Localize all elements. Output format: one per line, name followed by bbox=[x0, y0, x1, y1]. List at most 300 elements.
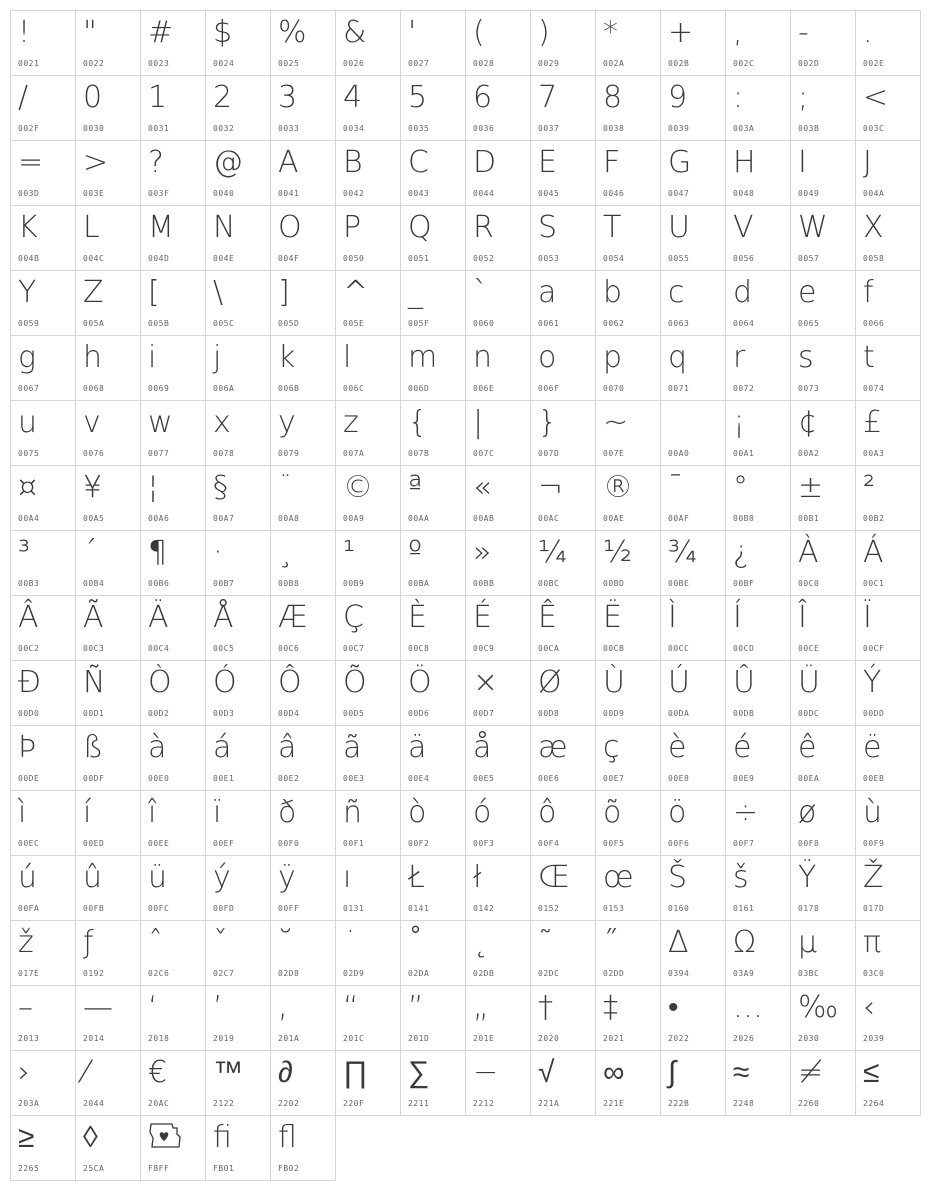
glyph-char: a bbox=[538, 275, 557, 310]
glyph-char: Å bbox=[213, 600, 234, 635]
glyph-char: o bbox=[538, 340, 557, 375]
glyph-cell bbox=[11, 791, 76, 856]
glyph-char: õ bbox=[603, 795, 622, 830]
glyph-code: 00D4 bbox=[278, 709, 300, 718]
glyph-code: 00EE bbox=[148, 839, 170, 848]
glyph-code: 00F6 bbox=[668, 839, 690, 848]
glyph-char: | bbox=[473, 405, 484, 440]
glyph-cell bbox=[141, 596, 206, 661]
glyph-code: 0063 bbox=[668, 319, 690, 328]
glyph-cell bbox=[791, 76, 856, 141]
glyph-cell bbox=[466, 531, 531, 596]
glyph-code: 00BB bbox=[473, 579, 495, 588]
glyph-code: 00DF bbox=[83, 774, 105, 783]
glyph-code: 00CA bbox=[538, 644, 560, 653]
glyph-code: 00B3 bbox=[18, 579, 40, 588]
glyph-code: 0074 bbox=[863, 384, 885, 393]
glyph-code: 0026 bbox=[343, 59, 365, 68]
glyph-cell bbox=[206, 921, 271, 986]
glyph-char: ø bbox=[798, 795, 817, 830]
glyph-cell bbox=[141, 76, 206, 141]
glyph-char: ï bbox=[213, 795, 222, 830]
glyph-char: ‘ bbox=[148, 990, 158, 1025]
glyph-char: 3 bbox=[278, 80, 298, 115]
glyph-char: ¢ bbox=[798, 405, 818, 440]
glyph-char: ¸ bbox=[278, 535, 293, 570]
glyph-cell bbox=[531, 1051, 596, 1116]
glyph-code: 0066 bbox=[863, 319, 885, 328]
glyph-cell bbox=[76, 661, 141, 726]
glyph-char: ú bbox=[18, 860, 38, 895]
glyph-char: ² bbox=[863, 470, 876, 505]
glyph-char: l bbox=[343, 340, 352, 375]
glyph-code: 002B bbox=[668, 59, 690, 68]
glyph-char: Õ bbox=[343, 665, 367, 700]
glyph-cell bbox=[76, 271, 141, 336]
glyph-char: " bbox=[83, 15, 97, 50]
glyph-code: 0076 bbox=[83, 449, 105, 458]
glyph-char: Ý bbox=[863, 665, 882, 700]
glyph-char: ∂ bbox=[278, 1055, 293, 1090]
glyph-cell bbox=[726, 466, 791, 531]
glyph-code: 0037 bbox=[538, 124, 560, 133]
glyph-char: 1 bbox=[148, 80, 168, 115]
glyph-cell bbox=[76, 531, 141, 596]
glyph-code: 00EC bbox=[18, 839, 40, 848]
glyph-code: 2265 bbox=[18, 1164, 40, 1173]
glyph-cell bbox=[596, 921, 661, 986]
glyph-code: 00DE bbox=[18, 774, 40, 783]
glyph-cell bbox=[76, 401, 141, 466]
glyph-cell bbox=[141, 206, 206, 271]
glyph-cell bbox=[401, 986, 466, 1051]
glyph-cell bbox=[726, 986, 791, 1051]
glyph-code: 00E9 bbox=[733, 774, 755, 783]
glyph-char: i bbox=[148, 340, 157, 375]
glyph-char: Ï bbox=[863, 600, 872, 635]
glyph-code: 00CE bbox=[798, 644, 820, 653]
glyph-char: » bbox=[473, 535, 492, 570]
glyph-char: - bbox=[798, 15, 809, 50]
glyph-cell bbox=[336, 921, 401, 986]
glyph-code: 00E6 bbox=[538, 774, 560, 783]
glyph-code: 0069 bbox=[148, 384, 170, 393]
glyph-code: 003E bbox=[83, 189, 105, 198]
glyph-char: C bbox=[408, 145, 429, 180]
glyph-code: 02DC bbox=[538, 969, 560, 978]
glyph-cell bbox=[856, 11, 921, 76]
glyph-cell bbox=[791, 856, 856, 921]
glyph-cell bbox=[791, 141, 856, 206]
glyph-char: ≠ bbox=[798, 1055, 824, 1090]
glyph-code: 006E bbox=[473, 384, 495, 393]
glyph-char: Ü bbox=[798, 665, 820, 700]
glyph-cell bbox=[271, 791, 336, 856]
glyph-char: r bbox=[733, 340, 746, 375]
glyph-code: 0062 bbox=[603, 319, 625, 328]
glyph-char: ò bbox=[408, 795, 427, 830]
glyph-code: 0021 bbox=[18, 59, 40, 68]
glyph-char: n bbox=[473, 340, 493, 375]
glyph-char: â bbox=[278, 730, 297, 765]
glyph-code: 003C bbox=[863, 124, 885, 133]
glyph-code: 0027 bbox=[408, 59, 430, 68]
glyph-char: 6 bbox=[473, 80, 493, 115]
glyph-code: 0040 bbox=[213, 189, 235, 198]
glyph-cell bbox=[206, 466, 271, 531]
glyph-code: 00D1 bbox=[83, 709, 105, 718]
glyph-code: 00F5 bbox=[603, 839, 625, 848]
glyph-code: 00D7 bbox=[473, 709, 495, 718]
glyph-code: 0071 bbox=[668, 384, 690, 393]
glyph-char: ˝ bbox=[603, 925, 618, 960]
glyph-code: 2248 bbox=[733, 1099, 755, 1108]
glyph-char: Þ bbox=[18, 730, 37, 765]
glyph-code: 007B bbox=[408, 449, 430, 458]
glyph-cell bbox=[856, 921, 921, 986]
glyph-cell bbox=[206, 856, 271, 921]
glyph-cell bbox=[206, 336, 271, 401]
glyph-code: 0152 bbox=[538, 904, 560, 913]
glyph-code: 02C6 bbox=[148, 969, 170, 978]
glyph-char: • bbox=[668, 990, 679, 1025]
glyph-char: × bbox=[473, 665, 499, 700]
glyph-char: Û bbox=[733, 665, 755, 700]
glyph-cell bbox=[206, 206, 271, 271]
glyph-char: ı bbox=[343, 860, 352, 895]
glyph-char: f bbox=[863, 275, 874, 310]
glyph-code: 00A0 bbox=[668, 449, 690, 458]
glyph-char: ® bbox=[603, 470, 633, 505]
glyph-cell bbox=[531, 271, 596, 336]
glyph-code: 00C2 bbox=[18, 644, 40, 653]
glyph-code: 0061 bbox=[538, 319, 560, 328]
glyph-cell bbox=[271, 661, 336, 726]
glyph-cell bbox=[726, 336, 791, 401]
glyph-char: ¾ bbox=[668, 535, 698, 570]
glyph-cell bbox=[791, 596, 856, 661]
glyph-cell bbox=[336, 466, 401, 531]
glyph-char: S bbox=[538, 210, 558, 245]
glyph-cell bbox=[401, 206, 466, 271]
glyph-char: > bbox=[83, 145, 109, 180]
glyph-cell bbox=[76, 206, 141, 271]
glyph-char: I bbox=[798, 145, 807, 180]
glyph-cell bbox=[336, 401, 401, 466]
glyph-cell bbox=[401, 466, 466, 531]
glyph-char: # bbox=[148, 15, 174, 50]
glyph-code: 00F9 bbox=[863, 839, 885, 848]
glyph-code: 00C8 bbox=[408, 644, 430, 653]
glyph-cell bbox=[791, 986, 856, 1051]
glyph-char: ¯ bbox=[668, 470, 683, 505]
glyph-char: æ bbox=[538, 730, 568, 765]
glyph-char: , bbox=[733, 15, 743, 50]
glyph-char: ¶ bbox=[148, 535, 168, 570]
glyph-code: 0041 bbox=[278, 189, 300, 198]
glyph-cell bbox=[336, 141, 401, 206]
glyph-char: ◊ bbox=[83, 1120, 98, 1155]
glyph-code: 00E2 bbox=[278, 774, 300, 783]
glyph-code: 00BD bbox=[603, 579, 625, 588]
glyph-char: y bbox=[278, 405, 296, 440]
glyph-char: ƒ bbox=[83, 925, 94, 960]
glyph-char: 8 bbox=[603, 80, 623, 115]
glyph-code: 00F3 bbox=[473, 839, 495, 848]
glyph-cell bbox=[791, 661, 856, 726]
glyph-code: 2039 bbox=[863, 1034, 885, 1043]
glyph-code: 00EF bbox=[213, 839, 235, 848]
glyph-char: ’ bbox=[213, 990, 223, 1025]
glyph-code: 0045 bbox=[538, 189, 560, 198]
glyph-cell bbox=[531, 661, 596, 726]
glyph-code: 00A9 bbox=[343, 514, 365, 523]
glyph-char: ð bbox=[278, 795, 297, 830]
glyph-code: 201C bbox=[343, 1034, 365, 1043]
glyph-cell bbox=[271, 401, 336, 466]
glyph-cell bbox=[726, 531, 791, 596]
glyph-char: G bbox=[668, 145, 692, 180]
glyph-code: 002D bbox=[798, 59, 820, 68]
glyph-code: 00A4 bbox=[18, 514, 40, 523]
glyph-code: 017E bbox=[18, 969, 40, 978]
glyph-code: 00B6 bbox=[148, 579, 170, 588]
glyph-code: FB01 bbox=[213, 1164, 235, 1173]
glyph-cell bbox=[271, 206, 336, 271]
glyph-cell bbox=[11, 11, 76, 76]
glyph-cell bbox=[726, 271, 791, 336]
glyph-code: 0075 bbox=[18, 449, 40, 458]
glyph-code: 004D bbox=[148, 254, 170, 263]
glyph-code: 006D bbox=[408, 384, 430, 393]
glyph-char: Ø bbox=[538, 665, 562, 700]
glyph-char: 9 bbox=[668, 80, 688, 115]
glyph-cell bbox=[791, 336, 856, 401]
glyph-cell bbox=[76, 596, 141, 661]
glyph-code: 003F bbox=[148, 189, 170, 198]
glyph-cell bbox=[206, 11, 271, 76]
glyph-char: ˘ bbox=[278, 925, 293, 960]
glyph-char: ™ bbox=[213, 1055, 243, 1090]
glyph-cell bbox=[206, 596, 271, 661]
glyph-char: À bbox=[798, 535, 819, 570]
glyph-code: 02DD bbox=[603, 969, 625, 978]
glyph-cell bbox=[661, 401, 726, 466]
glyph-code: 00A5 bbox=[83, 514, 105, 523]
glyph-code: 0036 bbox=[473, 124, 495, 133]
glyph-char: _ bbox=[408, 275, 423, 310]
glyph-cell bbox=[76, 726, 141, 791]
glyph-cell bbox=[336, 661, 401, 726]
glyph-cell bbox=[271, 986, 336, 1051]
glyph-code: 00FD bbox=[213, 904, 235, 913]
glyph-code: 00B9 bbox=[343, 579, 365, 588]
glyph-code: 00B4 bbox=[83, 579, 105, 588]
glyph-cell bbox=[466, 11, 531, 76]
glyph-code: 00CD bbox=[733, 644, 755, 653]
glyph-cell bbox=[726, 661, 791, 726]
glyph-code: 00C1 bbox=[863, 579, 885, 588]
glyph-cell bbox=[856, 141, 921, 206]
glyph-cell bbox=[206, 271, 271, 336]
glyph-code: 003D bbox=[18, 189, 40, 198]
glyph-code: 0047 bbox=[668, 189, 690, 198]
glyph-code: 006B bbox=[278, 384, 300, 393]
glyph-code: 00A7 bbox=[213, 514, 235, 523]
glyph-code: 02D8 bbox=[278, 969, 300, 978]
glyph-cell bbox=[466, 76, 531, 141]
glyph-cell bbox=[531, 141, 596, 206]
glyph-char: ¹ bbox=[343, 535, 356, 570]
glyph-code: 201D bbox=[408, 1034, 430, 1043]
glyph-cell bbox=[206, 76, 271, 141]
glyph-code: 00A3 bbox=[863, 449, 885, 458]
glyph-code: 00AF bbox=[668, 514, 690, 523]
glyph-cell bbox=[661, 596, 726, 661]
glyph-cell bbox=[11, 1116, 76, 1181]
glyph-cell bbox=[11, 856, 76, 921]
glyph-cell bbox=[271, 271, 336, 336]
glyph-cell bbox=[661, 466, 726, 531]
glyph-char: ˜ bbox=[538, 925, 553, 960]
glyph-code: 0055 bbox=[668, 254, 690, 263]
glyph-cell bbox=[271, 856, 336, 921]
glyph-cell bbox=[661, 1051, 726, 1116]
glyph-char: › bbox=[18, 1055, 30, 1090]
glyph-char: Ω bbox=[733, 925, 756, 960]
glyph-cell bbox=[401, 661, 466, 726]
glyph-code: 00ED bbox=[83, 839, 105, 848]
glyph-code: 0131 bbox=[343, 904, 365, 913]
glyph-char: * bbox=[603, 15, 618, 50]
glyph-char: / bbox=[18, 80, 29, 115]
glyph-char: Š bbox=[668, 860, 688, 895]
glyph-cell bbox=[401, 791, 466, 856]
glyph-char: š bbox=[733, 860, 749, 895]
glyph-char: ó bbox=[473, 795, 492, 830]
glyph-char: ﬂ bbox=[278, 1120, 297, 1155]
glyph-char: ≈ bbox=[733, 1055, 750, 1090]
glyph-cell bbox=[76, 1116, 141, 1181]
glyph-code: 03A9 bbox=[733, 969, 755, 978]
glyph-cell bbox=[76, 1051, 141, 1116]
glyph-char: Y bbox=[18, 275, 37, 310]
glyph-char: ˙ bbox=[343, 925, 358, 960]
glyph-char: º bbox=[408, 535, 423, 570]
glyph-cell bbox=[726, 1051, 791, 1116]
glyph-cell bbox=[661, 206, 726, 271]
glyph-code: 0030 bbox=[83, 124, 105, 133]
glyph-char: ¥ bbox=[83, 470, 103, 505]
glyph-code: 0394 bbox=[668, 969, 690, 978]
glyph-char: Ö bbox=[408, 665, 432, 700]
glyph-cell bbox=[466, 206, 531, 271]
glyph-cell bbox=[11, 921, 76, 986]
glyph-code: 00BF bbox=[733, 579, 755, 588]
glyph-cell bbox=[856, 726, 921, 791]
glyph-code: 2264 bbox=[863, 1099, 885, 1108]
glyph-char: b bbox=[603, 275, 623, 310]
glyph-code: 00DA bbox=[668, 709, 690, 718]
glyph-code: 00C7 bbox=[343, 644, 365, 653]
glyph-cell bbox=[661, 141, 726, 206]
glyph-code: 0044 bbox=[473, 189, 495, 198]
glyph-code: 0050 bbox=[343, 254, 365, 263]
glyph-cell bbox=[141, 791, 206, 856]
glyph-char: ì bbox=[18, 795, 27, 830]
glyph-cell bbox=[726, 141, 791, 206]
glyph-code: 00FC bbox=[148, 904, 170, 913]
glyph-cell bbox=[791, 531, 856, 596]
glyph-cell bbox=[401, 921, 466, 986]
glyph-cell bbox=[141, 271, 206, 336]
glyph-char: Æ bbox=[278, 600, 308, 635]
glyph-char: ¨ bbox=[278, 470, 293, 505]
glyph-cell bbox=[856, 271, 921, 336]
glyph-cell bbox=[726, 726, 791, 791]
glyph-code: 220F bbox=[343, 1099, 365, 1108]
glyph-char: O bbox=[278, 210, 302, 245]
glyph-char: h bbox=[83, 340, 103, 375]
glyph-cell bbox=[401, 531, 466, 596]
glyph-char: œ bbox=[603, 860, 634, 895]
glyph-cell bbox=[336, 986, 401, 1051]
glyph-char: „ bbox=[473, 990, 489, 1025]
glyph-code: 2020 bbox=[538, 1034, 560, 1043]
glyph-char: U bbox=[668, 210, 690, 245]
glyph-cell bbox=[336, 271, 401, 336]
glyph-code: 0028 bbox=[473, 59, 495, 68]
glyph-char: ˆ bbox=[148, 925, 163, 960]
glyph-char: T bbox=[603, 210, 622, 245]
glyph-cell bbox=[206, 1051, 271, 1116]
glyph-code: 221E bbox=[603, 1099, 625, 1108]
glyph-code: 00AC bbox=[538, 514, 560, 523]
glyph-cell bbox=[531, 596, 596, 661]
glyph-cell bbox=[661, 11, 726, 76]
glyph-cell bbox=[466, 271, 531, 336]
glyph-cell bbox=[76, 141, 141, 206]
glyph-cell bbox=[531, 921, 596, 986]
glyph-char: è bbox=[668, 730, 687, 765]
glyph-cell bbox=[11, 466, 76, 531]
glyph-char: Í bbox=[733, 600, 742, 635]
glyph-code: 0192 bbox=[83, 969, 105, 978]
glyph-cell bbox=[661, 531, 726, 596]
glyph-cell bbox=[531, 76, 596, 141]
glyph-code: 0056 bbox=[733, 254, 755, 263]
glyph-char: € bbox=[148, 1055, 168, 1090]
glyph-char: å bbox=[473, 730, 492, 765]
glyph-code: 00BA bbox=[408, 579, 430, 588]
glyph-cell bbox=[661, 856, 726, 921]
glyph-cell bbox=[11, 336, 76, 401]
glyph-cell bbox=[596, 336, 661, 401]
glyph-char: Î bbox=[798, 600, 807, 635]
glyph-char: 2 bbox=[213, 80, 233, 115]
glyph-code: 0072 bbox=[733, 384, 755, 393]
glyph-cell bbox=[531, 531, 596, 596]
glyph-code: 0178 bbox=[798, 904, 820, 913]
glyph-code: 0054 bbox=[603, 254, 625, 263]
glyph-cell bbox=[856, 466, 921, 531]
glyph-char: k bbox=[278, 340, 296, 375]
glyph-char: Ã bbox=[83, 600, 104, 635]
glyph-char: í bbox=[83, 795, 92, 830]
glyph-cell bbox=[726, 791, 791, 856]
glyph-code: 004A bbox=[863, 189, 885, 198]
glyph-cell bbox=[531, 206, 596, 271]
